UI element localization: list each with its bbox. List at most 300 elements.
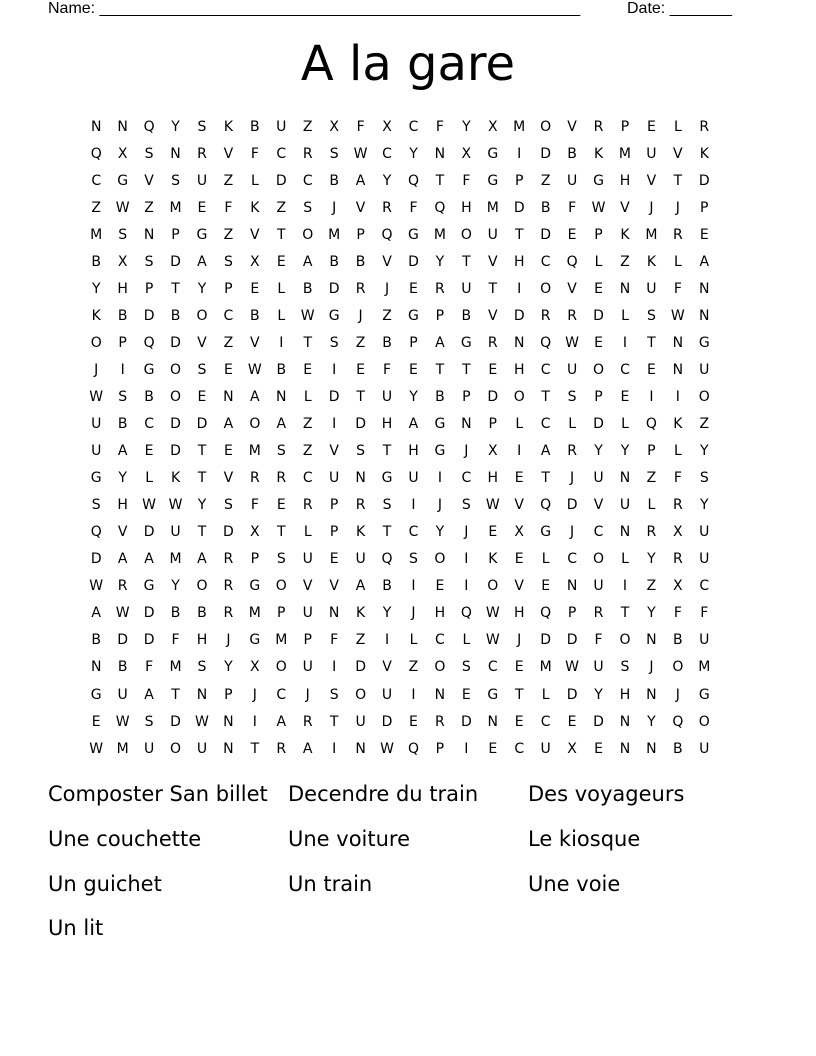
grid-cell: V (144, 172, 154, 189)
grid-cell: R (540, 307, 551, 324)
grid-cell: V (302, 578, 313, 595)
grid-cell: Q (407, 740, 419, 757)
grid-cell: C (540, 713, 551, 730)
grid-cell: Z (223, 172, 234, 189)
grid-cell: U (170, 524, 181, 541)
word-bank-item: Un lit (48, 916, 104, 941)
grid-cell: R (355, 497, 366, 514)
grid-cell: U (619, 497, 631, 514)
grid-cell: E (435, 578, 445, 595)
date-field: Date: _______ (627, 0, 732, 17)
grid-cell: O (170, 361, 182, 378)
grid-cell: A (435, 334, 445, 351)
grid-cell: D (143, 632, 155, 649)
grid-row (83, 492, 718, 519)
grid-cell: C (302, 470, 313, 487)
grid-cell: F (250, 497, 259, 514)
grid-cell: P (435, 740, 445, 757)
grid-cell: C (540, 253, 551, 270)
grid-cell: X (514, 524, 525, 541)
grid-cell: H (513, 605, 525, 622)
grid-cell: U (381, 388, 393, 405)
grid-cell: M (486, 199, 499, 216)
grid-cell: P (277, 605, 286, 622)
grid-cell: G (328, 307, 340, 324)
grid-cell: M (248, 443, 261, 460)
grid-cell: G (249, 632, 261, 649)
grid-cell: E (567, 713, 577, 730)
grid-cell: W (300, 307, 315, 324)
grid-cell: A (355, 172, 366, 189)
grid-cell: E (303, 361, 313, 378)
word-bank-item: Composter San billet (48, 782, 268, 806)
grid-cell: R (302, 497, 313, 514)
grid-row (83, 113, 718, 140)
grid-cell: P (488, 416, 497, 433)
grid-cell: T (514, 226, 524, 243)
grid-cell: F (224, 199, 233, 216)
grid-cell: C (408, 524, 419, 541)
grid-cell: B (170, 307, 181, 324)
grid-cell: Z (302, 443, 313, 460)
grid-cell: E (91, 713, 101, 730)
grid-cell: H (513, 253, 525, 270)
grid-cell: T (514, 686, 524, 703)
grid-cell: Q (434, 199, 446, 216)
grid-cell: N (461, 416, 472, 433)
grid-cell: M (169, 199, 182, 216)
grid-cell: D (513, 307, 525, 324)
grid-cell: E (594, 280, 603, 297)
grid-cell: U (699, 551, 710, 568)
grid-cell: D (170, 443, 181, 460)
grid-cell: Q (645, 416, 657, 433)
grid-cell: V (487, 253, 498, 270)
grid-cell: N (434, 145, 446, 162)
grid-cell: D (593, 307, 604, 324)
grid-cell: K (91, 307, 101, 324)
grid-cell: V (223, 470, 234, 487)
grid-cell: S (567, 388, 577, 405)
grid-cell: H (117, 497, 128, 514)
grid-cell: I (411, 686, 416, 703)
grid-row (83, 302, 718, 329)
grid-cell: Y (171, 578, 180, 595)
grid-cell: F (673, 470, 682, 487)
word-bank-item: Un guichet (48, 871, 162, 896)
grid-cell: C (593, 524, 604, 541)
grid-cell: O (275, 659, 287, 676)
grid-cell: O (540, 118, 552, 135)
grid-cell: R (117, 578, 128, 595)
grid-cell: B (329, 172, 339, 189)
grid-cell: C (699, 578, 710, 595)
grid-cell: N (672, 361, 684, 378)
grid-cell: D (487, 388, 499, 405)
grid-cell: L (673, 118, 682, 135)
grid-cell: Z (408, 659, 419, 676)
grid-cell: F (700, 605, 709, 622)
grid-cell: U (302, 551, 313, 568)
grid-cell: Q (381, 226, 393, 243)
grid-cell: C (144, 416, 154, 433)
grid-cell: R (302, 713, 313, 730)
grid-cell: B (117, 416, 128, 433)
grid-cell: C (567, 551, 577, 568)
grid-cell: P (567, 605, 577, 622)
grid-cell: T (382, 524, 392, 541)
grid-cell: D (90, 551, 102, 568)
grid-cell: B (461, 307, 472, 324)
grid-cell: D (223, 524, 234, 541)
grid-cell: V (382, 659, 392, 676)
grid-cell: O (698, 388, 710, 405)
grid-cell: B (91, 253, 102, 270)
grid-cell: F (673, 280, 682, 297)
grid-cell: Y (224, 659, 233, 676)
grid-cell: V (329, 443, 339, 460)
grid-cell: F (171, 632, 180, 649)
grid-cell: O (434, 551, 446, 568)
grid-cell: U (355, 713, 366, 730)
grid-cell: B (540, 199, 551, 216)
grid-cell: Q (540, 605, 552, 622)
grid-cell: I (464, 740, 469, 757)
name-field: Name: ______________________________________________________ (48, 0, 581, 17)
grid-cell: P (329, 497, 339, 514)
grid-cell: Z (302, 118, 313, 135)
grid-row (83, 140, 718, 167)
grid-cell: E (646, 118, 656, 135)
grid-cell: D (117, 632, 129, 649)
grid-cell: G (408, 226, 419, 243)
grid-cell: R (699, 118, 710, 135)
grid-cell: D (143, 524, 155, 541)
grid-cell: O (170, 740, 182, 757)
grid-cell: H (461, 199, 472, 216)
grid-cell: E (276, 253, 286, 270)
grid-cell: L (621, 416, 629, 433)
grid-cell: X (382, 118, 392, 135)
grid-cell: X (487, 118, 498, 135)
grid-cell: T (277, 226, 286, 243)
grid-cell: M (539, 659, 552, 676)
grid-cell: S (197, 118, 207, 135)
grid-cell: T (647, 334, 656, 351)
grid-cell: U (355, 551, 366, 568)
grid-cell: U (540, 740, 551, 757)
grid-cell: L (303, 524, 312, 541)
grid-cell: U (461, 280, 472, 297)
grid-cell: N (328, 605, 340, 622)
grid-cell: N (355, 740, 366, 757)
grid-cell: Q (460, 605, 472, 622)
grid-cell: O (196, 307, 208, 324)
grid-cell: G (434, 443, 446, 460)
grid-cell: X (567, 740, 577, 757)
grid-cell: T (197, 470, 207, 487)
grid-cell: N (434, 686, 446, 703)
grid-cell: O (698, 713, 710, 730)
grid-cell: E (356, 361, 366, 378)
grid-cell: F (673, 605, 682, 622)
grid-cell: O (434, 659, 446, 676)
grid-cell: F (250, 145, 259, 162)
grid-cell: V (593, 497, 604, 514)
grid-cell: C (91, 172, 102, 189)
grid-cell: A (144, 551, 154, 568)
grid-cell: G (460, 334, 472, 351)
grid-cell: W (89, 578, 104, 595)
header-line (48, 0, 748, 20)
grid-cell: M (275, 632, 288, 649)
grid-cell: G (698, 334, 710, 351)
grid-cell: Z (355, 632, 366, 649)
grid-cell: G (698, 686, 710, 703)
grid-cell: D (170, 334, 181, 351)
grid-cell: I (332, 740, 337, 757)
grid-cell: B (673, 632, 683, 649)
grid-cell: W (670, 307, 685, 324)
grid-cell: V (250, 226, 260, 243)
grid-cell: G (90, 686, 102, 703)
grid-cell: R (672, 551, 683, 568)
grid-cell: K (488, 551, 498, 568)
grid-cell: N (196, 686, 208, 703)
grid-cell: Y (197, 280, 207, 297)
grid-cell: G (434, 416, 446, 433)
word-bank-item: Une voiture (288, 826, 411, 851)
grid-cell: O (275, 578, 287, 595)
grid-cell: T (435, 361, 445, 378)
grid-cell: Z (223, 334, 234, 351)
grid-cell: Z (302, 416, 313, 433)
grid-cell: B (567, 145, 577, 162)
grid-cell: W (195, 713, 209, 730)
grid-cell: R (223, 605, 234, 622)
grid-cell: A (699, 253, 710, 270)
grid-cell: I (332, 416, 337, 433)
grid-cell: R (435, 713, 445, 730)
grid-cell: X (250, 253, 260, 270)
grid-cell: S (646, 307, 656, 324)
grid-cell: L (673, 253, 682, 270)
grid-cell: A (355, 578, 366, 595)
word-bank-item: Un train (288, 871, 373, 896)
grid-cell: C (514, 740, 525, 757)
grid-cell: O (460, 226, 472, 243)
grid-cell: D (593, 416, 604, 433)
grid-cell: Z (646, 578, 657, 595)
grid-cell: N (513, 334, 525, 351)
grid-cell: O (540, 280, 552, 297)
grid-cell: Y (700, 443, 709, 460)
grid-cell: U (302, 605, 313, 622)
grid-row (83, 573, 718, 600)
grid-cell: L (647, 497, 656, 514)
word-bank-item: Decendre du train (288, 782, 479, 806)
grid-cell: I (464, 551, 469, 568)
grid-cell: F (568, 199, 577, 216)
grid-cell: J (649, 659, 654, 676)
grid-cell: B (250, 118, 260, 135)
grid-row (83, 627, 718, 654)
grid-cell: S (409, 551, 418, 568)
grid-cell: H (619, 172, 631, 189)
grid-cell: N (619, 280, 631, 297)
grid-row (83, 438, 718, 465)
grid-cell: C (276, 145, 287, 162)
grid-cell: D (566, 686, 578, 703)
grid-cell: U (593, 578, 604, 595)
grid-cell: C (435, 632, 445, 649)
grid-cell: V (329, 578, 339, 595)
grid-cell: N (699, 307, 710, 324)
grid-cell: T (250, 740, 260, 757)
grid-cell: W (89, 740, 104, 757)
grid-cell: J (437, 497, 442, 514)
grid-cell: E (223, 443, 233, 460)
grid-cell: R (593, 605, 604, 622)
grid-cell: Y (409, 145, 418, 162)
grid-cell: V (382, 253, 392, 270)
grid-cell: H (619, 686, 631, 703)
grid-cell: T (541, 388, 550, 405)
grid-cell: D (143, 307, 155, 324)
grid-cell: W (565, 659, 580, 676)
grid-cell: J (305, 686, 310, 703)
grid-cell: Y (647, 551, 656, 568)
grid-cell: E (250, 280, 260, 297)
grid-cell: P (514, 172, 524, 189)
grid-cell: W (380, 740, 394, 757)
grid-cell: N (170, 145, 181, 162)
grid-cell: U (196, 172, 208, 189)
grid-cell: A (91, 605, 101, 622)
grid-cell: I (464, 578, 469, 595)
grid-cell: F (435, 118, 444, 135)
grid-cell: U (91, 443, 102, 460)
grid-cell: C (276, 686, 287, 703)
grid-cell: D (540, 145, 552, 162)
grid-cell: P (224, 280, 233, 297)
grid-cell: D (566, 632, 578, 649)
grid-cell: J (384, 280, 390, 297)
grid-cell: S (461, 497, 471, 514)
grid-cell: U (487, 226, 498, 243)
grid-cell: K (250, 199, 260, 216)
grid-cell: V (250, 334, 260, 351)
grid-row (83, 708, 718, 735)
grid-cell: T (382, 443, 392, 460)
grid-cell: U (566, 361, 578, 378)
grid-cell: P (329, 524, 339, 541)
grid-cell: Q (566, 253, 578, 270)
grid-cell: E (223, 361, 233, 378)
grid-cell: D (698, 172, 710, 189)
grid-cell: P (356, 226, 365, 243)
grid-cell: U (646, 145, 657, 162)
grid-cell: R (302, 145, 313, 162)
grid-cell: S (329, 686, 339, 703)
grid-cell: L (145, 470, 153, 487)
grid-cell: G (487, 172, 499, 189)
grid-cell: Q (143, 118, 155, 135)
grid-cell: A (250, 388, 260, 405)
grid-cell: Y (409, 388, 418, 405)
grid-cell: Y (462, 118, 471, 135)
grid-cell: T (435, 172, 445, 189)
grid-cell: G (487, 145, 499, 162)
grid-cell: T (462, 361, 471, 378)
grid-cell: R (276, 470, 287, 487)
grid-cell: E (594, 740, 603, 757)
grid-cell: M (645, 226, 658, 243)
grid-cell: F (409, 199, 418, 216)
grid-cell: G (381, 470, 393, 487)
grid-row (83, 275, 718, 302)
grid-cell: L (515, 416, 524, 433)
grid-cell: A (197, 551, 207, 568)
grid-cell: T (620, 605, 630, 622)
grid-cell: I (622, 334, 628, 351)
grid-cell: M (698, 659, 711, 676)
grid-cell: S (197, 361, 207, 378)
grid-cell: N (487, 713, 499, 730)
grid-cell: C (461, 470, 472, 487)
grid-cell: Y (647, 713, 656, 730)
grid-row (83, 681, 718, 708)
grid-cell: M (328, 226, 341, 243)
grid-row (83, 519, 718, 546)
grid-cell: O (619, 632, 631, 649)
grid-cell: B (144, 388, 154, 405)
grid-cell: U (117, 686, 128, 703)
grid-cell: Z (144, 199, 154, 216)
grid-cell: I (411, 497, 416, 514)
grid-cell: K (170, 470, 181, 487)
grid-cell: C (540, 361, 551, 378)
grid-cell: P (409, 334, 418, 351)
grid-cell: V (117, 524, 128, 541)
grid-cell: E (620, 388, 630, 405)
grid-cell: Z (223, 226, 234, 243)
grid-cell: Y (700, 497, 709, 514)
grid-cell: X (673, 524, 683, 541)
grid-cell: W (485, 632, 500, 649)
grid-cell: D (355, 659, 366, 676)
grid-cell: K (646, 253, 656, 270)
grid-cell: H (117, 280, 128, 297)
word-bank-item: Une couchette (48, 826, 202, 851)
grid-cell: W (142, 497, 157, 514)
grid-cell: N (646, 632, 657, 649)
grid-cell: J (570, 524, 575, 541)
grid-cell: M (433, 226, 446, 243)
grid-cell: A (117, 551, 128, 568)
grid-cell: Q (90, 524, 102, 541)
grid-cell: E (541, 578, 551, 595)
grid-cell: U (276, 118, 287, 135)
grid-cell: U (646, 280, 657, 297)
grid-cell: B (250, 307, 260, 324)
grid-cell: Z (699, 416, 710, 433)
grid-cell: N (619, 524, 631, 541)
grid-cell: D (328, 280, 340, 297)
grid-cell: D (275, 172, 287, 189)
grid-cell: J (464, 524, 469, 541)
grid-cell: V (197, 334, 207, 351)
